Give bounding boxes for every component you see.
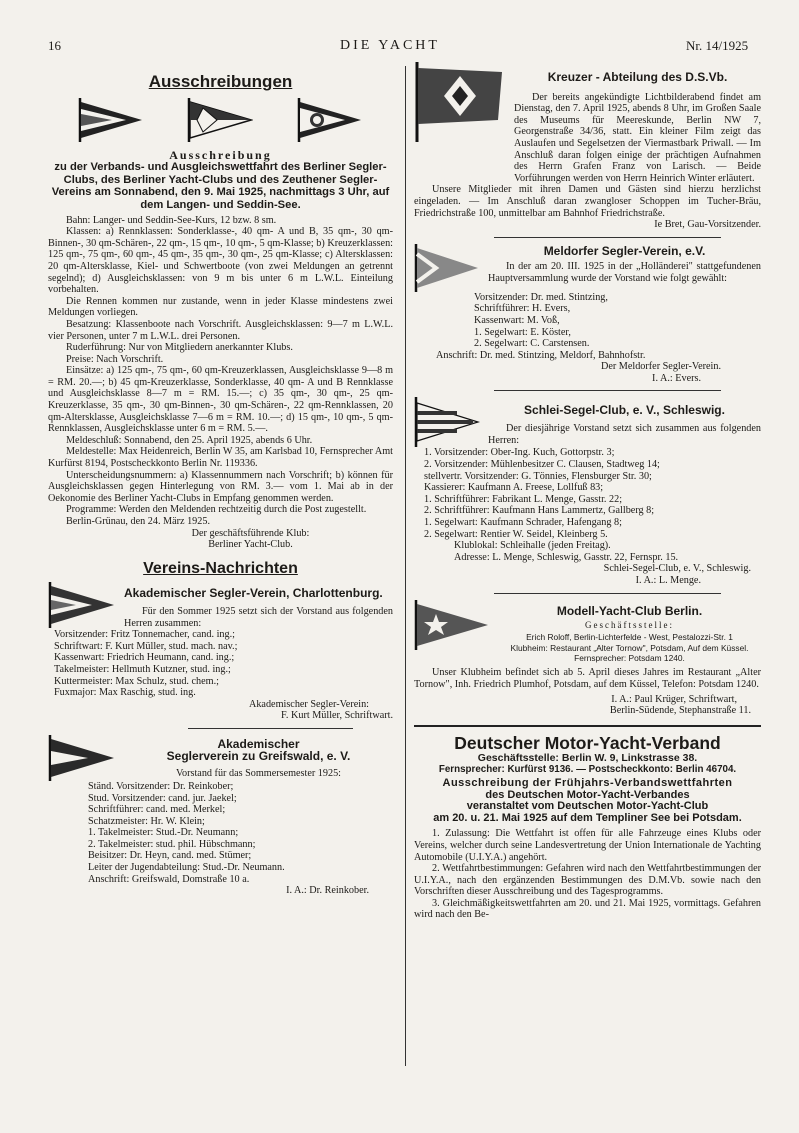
- club-greifswald: [48, 735, 393, 781]
- list-item: Klublokal: Schleihalle (jeden Freitag).: [454, 540, 611, 552]
- signature-line: I. A.: Paul Krüger, Schriftwart,: [611, 693, 737, 705]
- club-text: Unser Klubheim befindet sich ab 5. April dieses Jahres im Restaurant „Alter Tornow", Inh. Friedrich Plumhof, Potsdam, auf dem Küssel, Telefon: Potsdam 1240.: [414, 667, 761, 690]
- paragraph: Programme: Werden den Meldenden rechtzeitig durch die Post zugestellt.: [66, 504, 367, 516]
- signature-line: I. A.: Dr. Reinkober.: [286, 885, 369, 897]
- club-title: Meldorfer Segler-Verein, e.V.: [543, 243, 706, 258]
- club-title: Seglerverein zu Greifswald, e. V.: [166, 748, 351, 763]
- club-title: Akademischer: [217, 736, 300, 751]
- club-intro: Für den Sommer 1925 setzt sich der Vorstand aus folgenden Herren zusammen:: [124, 605, 393, 629]
- paragraph: Die Rennen kommen nur zustande, wenn in jeder Klasse mindestens zwei Meldungen vorliegen.: [48, 295, 393, 319]
- paragraph: Ruderführung: Nur von Mitgliedern anerkannter Klubs.: [66, 342, 293, 354]
- signature-line: Schlei-Segel-Club, e. V., Schleswig.: [603, 563, 751, 575]
- dmyv-announcement-line: Ausschreibung der Frühjahrs-Verbandswettfahrten: [442, 776, 733, 789]
- board-list: [48, 629, 393, 722]
- office-label: Geschäftsstelle:: [585, 620, 674, 631]
- column-divider: [405, 66, 406, 1066]
- signature-line: F. Kurt Müller, Schriftwart.: [281, 710, 393, 722]
- list-item: Ständ. Vorsitzender: Dr. Reinkober;: [88, 780, 234, 792]
- dmyv-phone: Fernsprecher: Kurfürst 9136. — Postscheckkonto: Berlin 46704.: [438, 764, 737, 776]
- signature-line: Der geschäftsführende Klub:: [191, 527, 310, 539]
- issue-number: Nr. 14/1925: [686, 38, 749, 53]
- list-item: 2. Takelmeister: stud. phil. Hübschmann;: [88, 838, 256, 850]
- paragraph: Preise: Nach Vorschrift.: [66, 353, 164, 365]
- dmyv-announcement-line: des Deutschen Motor-Yacht-Verbandes: [485, 788, 690, 801]
- club-schlei: [414, 397, 761, 447]
- club-text: Unsere Mitglieder mit ihren Damen und Gästen sind hierzu herzlichst eingeladen. — Im Anschluß daran zwangloser Schoppen im Tucher-Bräu, Friedrichstraße 100, unmittelbar am Bahnhof Friedrichstraße.: [414, 184, 761, 219]
- club-intro: In der am 20. III. 1925 in der „Holländerei" stattgefundenen Hauptversammlung wurde der Vorstand wie folgt gewählt:: [488, 261, 761, 284]
- pennant-flag-icon: [48, 735, 116, 781]
- paragraph: Klassen: a) Rennklassen: Sonderklasse-, 40 qm- A und B, 35 qm-, 30 qm-Binnen-, 30 qm-Schären-, 22 qm-, 15 qm-, 10 qm-, 5 qm-Klasse; b) Kreuzerklassen: 125 qm-, 75 qm-, 60 qm-, 45 qm-, 35 qm-, 30 qm-, 25 qm-Klasse; c) Altersklassen: 20 qm-Altersklasse, Kiel- und Schwertboote (von zwei Meldungen an getrennt segelnd); d) Ausgleichsklassen: von 9 m bis unter 6 m L.W.L. Einteilung vorbehalten.: [48, 226, 393, 296]
- star-pennant-flag-icon: [414, 600, 490, 650]
- paragraph: 3. Gleichmäßigkeitswettfahrten am 20. und 21. Mai 1925, vormittags. Gefahren wird nach den Be-: [414, 897, 761, 921]
- list-item: 1. Segelwart: Kaufmann Schrader, Hafengang 8;: [424, 517, 622, 529]
- list-item: 1. Schriftführer: Fabrikant L. Menge, Gasstr. 22;: [424, 493, 623, 505]
- list-item: Kassenwart: M. Voß,: [474, 314, 560, 326]
- list-item: 1. Segelwart: E. Köster,: [474, 326, 571, 338]
- paragraph: Meldeschluß: Sonnabend, den 25. April 1925, abends 6 Uhr.: [66, 434, 313, 446]
- dmyv-office: Geschäftsstelle: Berlin W. 9, Linkstrasse 38.: [477, 751, 698, 764]
- ausschreibung-subtitle: zu der Verbands- und Ausgleichswettfahrt des Berliner Segler-Clubs, des Berliner Yacht-Clubs und des Zeuthener Segler-Vereins am Sonnabend, den 9. Mai 1925, nachmittags 3 Uhr, auf dem Langen- und Seddin-See.: [51, 161, 390, 211]
- ausschreibung-heading: Ausschreibung: [169, 147, 272, 162]
- list-item: Schriftführer: H. Evers,: [474, 303, 571, 315]
- signature-line: Berlin-Südende, Stephanstraße 11.: [609, 705, 751, 717]
- divider: [494, 593, 721, 594]
- list-item: Schriftführer: cand. med. Merkel;: [88, 804, 226, 816]
- list-item: Beisitzer: Dr. Heyn, cand. med. Stümer;: [88, 850, 252, 862]
- striped-pennant-flag-icon: [414, 397, 480, 447]
- divider: [494, 390, 721, 391]
- club-text: Der bereits angekündigte Lichtbilderabend findet am Dienstag, den 7. April 1925, abends 8 Uhr, im Großen Saale des Museums für Meereskunde, Berlin NW 7, Georgenstraße 34/36, statt. Ein kleiner Film zeigt das Auslaufen und Segelsetzen der Viermastbark Priwall. — Im Anschluß daran folgen einige der prächtigen Aufnahmen des Herrn Grafen Franz von Larisch. — Beide Vorführungen werden von Herrn Heinrich Winter erläutert.: [514, 91, 761, 184]
- club-meldorf: [414, 244, 761, 292]
- list-item: Fuxmajor: Max Raschig, stud. ing.: [54, 687, 196, 699]
- club-modell-yacht: [414, 600, 761, 664]
- pennant-flag-icon: [297, 98, 363, 142]
- section-title-vereins-nachrichten: Vereins-Nachrichten: [143, 559, 298, 577]
- paragraph: 2. Wettfahrtbestimmungen: Gefahren wird nach den Wettfahrtbestimmungen der U.I.Y.A., nach den ergänzenden Bestimmungen des D.M.Vb. sowie nach den Vorschriften dieser Ausschreibung und des Tagesprogramms.: [414, 863, 761, 898]
- list-item: Kassenwart: Friedrich Heumann, cand. ing.;: [54, 652, 235, 664]
- signature-line: Ie Bret, Gau-Vorsitzender.: [654, 219, 761, 231]
- journal-title: DIE YACHT: [340, 38, 440, 53]
- list-item: Anschrift: Greifswald, Domstraße 10 a.: [88, 873, 250, 885]
- list-item: 2. Segelwart: Rentier W. Seidel, Kleinberg 5.: [424, 528, 608, 540]
- right-column: [414, 62, 761, 921]
- list-item: stellvertr. Vorsitzender: G. Tönnies, Flensburger Str. 30;: [424, 470, 652, 482]
- paragraph: Besatzung: Klassenboote nach Vorschrift. Ausgleichsklassen: 9—7 m L.W.L. vier Personen, unter 7 m L.W.L. drei Personen.: [48, 318, 393, 342]
- dmyv-announcement-line: am 20. u. 21. Mai 1925 auf dem Templiner See bei Potsdam.: [433, 811, 742, 824]
- pennant-flag-icon: [78, 98, 144, 142]
- dmyv-announcement: [414, 733, 761, 921]
- club-title: Schlei-Segel-Club, e. V., Schleswig.: [524, 403, 725, 418]
- signature-line: Akademischer Segler-Verein:: [248, 698, 369, 710]
- club-title: Akademischer Segler-Verein, Charlottenburg.: [124, 586, 383, 601]
- left-column: [48, 62, 393, 897]
- list-item: Vorsitzender: Dr. med. Stintzing,: [474, 291, 608, 303]
- paragraph: Unterscheidungsnummern: a) Klassennummern nach Vorschrift; b) können für Ausgleichsklassen gegen Hinterlegung von RM. 3.— vom 1. Mai ab in der Oekonomie des Berliner Yacht-Clubs in Empfang genommen werden.: [48, 469, 393, 504]
- list-item: Vorsitzender: Fritz Tonnemacher, cand. ing.;: [54, 629, 235, 641]
- club-address: Anschrift: Dr. med. Stintzing, Meldorf, Bahnhofstr.: [436, 349, 646, 361]
- list-item: Schriftwart: F. Kurt Müller, stud. mach. nav.;: [54, 640, 238, 652]
- page-number: 16: [48, 38, 61, 53]
- board-list: [414, 447, 761, 563]
- list-item: Schatzmeister: Hr. W. Klein;: [88, 815, 205, 827]
- signature-line: I. A.: L. Menge.: [635, 575, 701, 586]
- signature-line: Der Meldorfer Segler-Verein.: [600, 361, 721, 373]
- board-list: [48, 781, 393, 897]
- pennant-flag-icon: [48, 582, 116, 628]
- club-intro: Der diesjährige Vorstand setzt sich zusammen aus folgenden Herren:: [488, 423, 761, 446]
- list-item: Leiter der Jugendabteilung: Stud.-Dr. Neumann.: [88, 862, 285, 874]
- list-item: Kassierer: Kaufmann A. Freese, Lollfuß 83;: [424, 482, 604, 494]
- list-item: 2. Vorsitzender: Mühlenbesitzer C. Clausen, Stadtweg 14;: [424, 459, 660, 471]
- office-address: Erich Roloff, Berlin-Lichterfelde - West, Pestalozzi-Str. 1: [526, 631, 733, 642]
- club-title: Kreuzer - Abteilung des D.S.Vb.: [547, 70, 728, 84]
- divider: [414, 725, 761, 727]
- club-title: Modell-Yacht-Club Berlin.: [556, 603, 703, 618]
- divider: [494, 237, 721, 238]
- divider: [188, 728, 353, 729]
- list-item: 1. Vorsitzender: Ober-Ing. Kuch, Gottorpstr. 3;: [424, 447, 615, 459]
- dmyv-title: Deutscher Motor-Yacht-Verband: [454, 732, 721, 753]
- paragraph: Bahn: Langer- und Seddin-See-Kurs, 12 bzw. 8 sm.: [66, 214, 277, 226]
- paragraph: Einsätze: a) 125 qm-, 75 qm-, 60 qm-Kreuzerklassen, Ausgleichsklasse 9—8 m = RM. 20.—; b) 45 qm-Kreuzerklasse, Sonderklasse, 40 qm- A und B Rennklasse und Ausgleichsklasse 8—7 m = RM. 15.—; c) 35 qm-, 30 qm-, 25 qm-Kreuzerklasse, 35 qm-, 30 qm-Binnen-, 30 qm-Schären-, 22 qm-Rennklassen, 20 qm-Altersklasse, Ausgleichsklasse 7—6 m = RM. 10.—; d) 15 qm-, 10 qm-, 5 qm-Rennklassen, Ausgleichsklasse unter 6 m = RM. 5.—.: [48, 365, 393, 435]
- signature-line: Berliner Yacht-Club.: [208, 539, 293, 551]
- diamond-flag-icon: [414, 62, 506, 142]
- paragraph: Meldestelle: Max Heidenreich, Berlin W 35, am Karlsbad 10, Fernsprecher Amt Kurfürst 8194, Postscheckkonto Berlin Nr. 119336.: [48, 446, 393, 470]
- club-akademischer-charlottenburg: [48, 582, 393, 629]
- list-item: 2. Schriftführer: Kaufmann Hans Lammertz, Gallberg 8;: [424, 505, 655, 517]
- club-home: Klubheim: Restaurant „Alter Tornow", Potsdam, Auf dem Küssel. Fernsprecher: Potsdam 1240.: [510, 643, 749, 664]
- club-kreuzer-abteilung: [414, 62, 761, 184]
- club-intro: Vorstand für das Sommersemester 1925:: [175, 768, 342, 780]
- section-title-ausschreibungen: Ausschreibungen: [148, 72, 293, 91]
- list-item: Takelmeister: Hellmuth Kutzner, stud. ing.;: [54, 663, 231, 675]
- date-line: Berlin-Grünau, den 24. März 1925.: [66, 516, 211, 527]
- list-item: 2. Segelwart: C. Carstensen.: [474, 338, 590, 350]
- pennant-flag-icon: [414, 244, 480, 292]
- list-item: 1. Takelmeister: Stud.-Dr. Neumann;: [88, 827, 239, 839]
- ausschreibung-body: [48, 215, 393, 551]
- dmyv-announcement-line: veranstaltet vom Deutschen Motor-Yacht-Club: [466, 800, 709, 813]
- paragraph: 1. Zulassung: Die Wettfahrt ist offen für alle Fahrzeuge eines Klubs oder Vereins, welcher durch seine Landesvertretung der Union Internationale de Yachting Automobile (U.I.Y.A.) angehört.: [414, 828, 761, 863]
- pennant-flag-icon: [187, 98, 253, 142]
- list-item: Adresse: L. Menge, Schleswig, Gasstr. 22, Fernspr. 15.: [454, 551, 679, 563]
- list-item: Stud. Vorsitzender: cand. jur. Jaekel;: [88, 792, 237, 804]
- list-item: Kuttermeister: Max Schulz, stud. chem.;: [54, 675, 219, 687]
- club-flags: [56, 98, 385, 142]
- signature-line: I. A.: Evers.: [652, 372, 701, 384]
- board-list: [414, 292, 761, 350]
